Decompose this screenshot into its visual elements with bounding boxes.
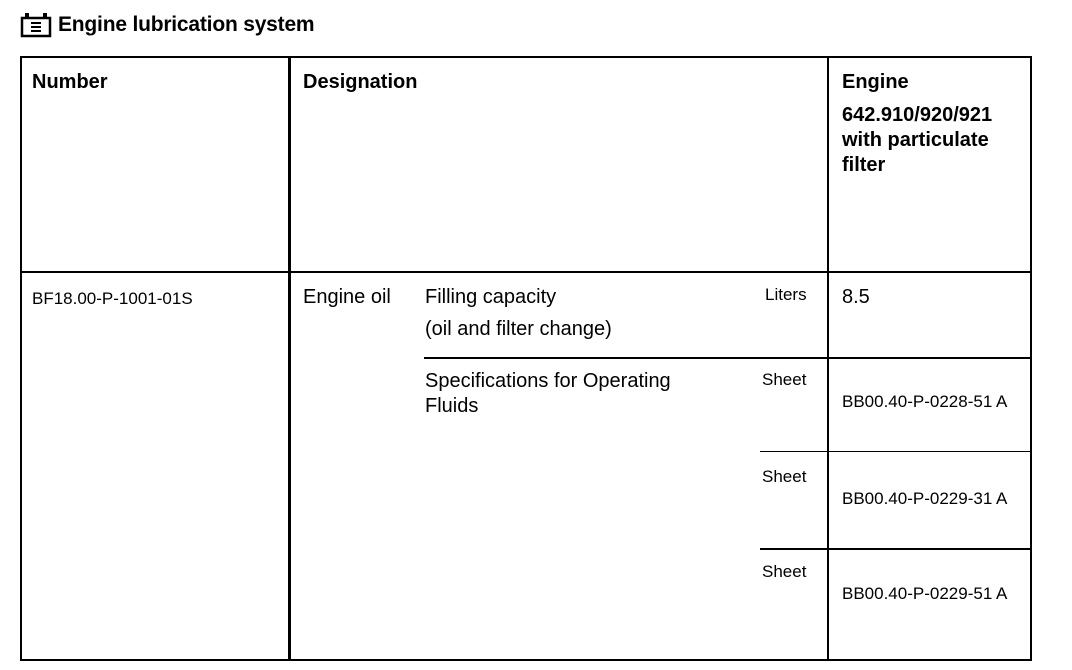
row-designation: Engine oil [303,286,391,308]
sheet-value-3: BB00.40-P-0229-51 A [842,584,1008,603]
table-border-bottom [20,659,1032,661]
sheet-separator-2 [760,548,1032,550]
header-designation: Designation [303,71,418,93]
specs-label: Specifications for Operating Fluids [425,370,671,417]
row-number: BF18.00-P-1001-01S [32,289,193,308]
filling-value: 8.5 [842,286,870,308]
header-engine: Engine [842,71,909,93]
header-number: Number [32,71,108,93]
sheet-unit-1: Sheet [762,370,807,389]
sheet-unit-3: Sheet [762,562,807,581]
column-divider-1 [288,56,291,661]
table-border-left [20,56,22,661]
sheet-separator-1 [760,451,1032,452]
sheet-value-1: BB00.40-P-0228-51 A [842,392,1008,411]
filling-unit: Liters [765,285,807,304]
header-separator [20,271,1032,273]
sheet-unit-2: Sheet [762,467,807,486]
section-title: Engine lubrication system [58,13,315,36]
table-border-top [20,56,1032,58]
header-engine-spec: 642.910/920/921 with particulate filter [842,104,993,176]
filling-separator [424,357,1032,359]
sheet-value-2: BB00.40-P-0229-31 A [842,489,1008,508]
filling-capacity-sub: (oil and filter change) [425,318,612,340]
filling-capacity-label: Filling capacity [425,286,557,308]
